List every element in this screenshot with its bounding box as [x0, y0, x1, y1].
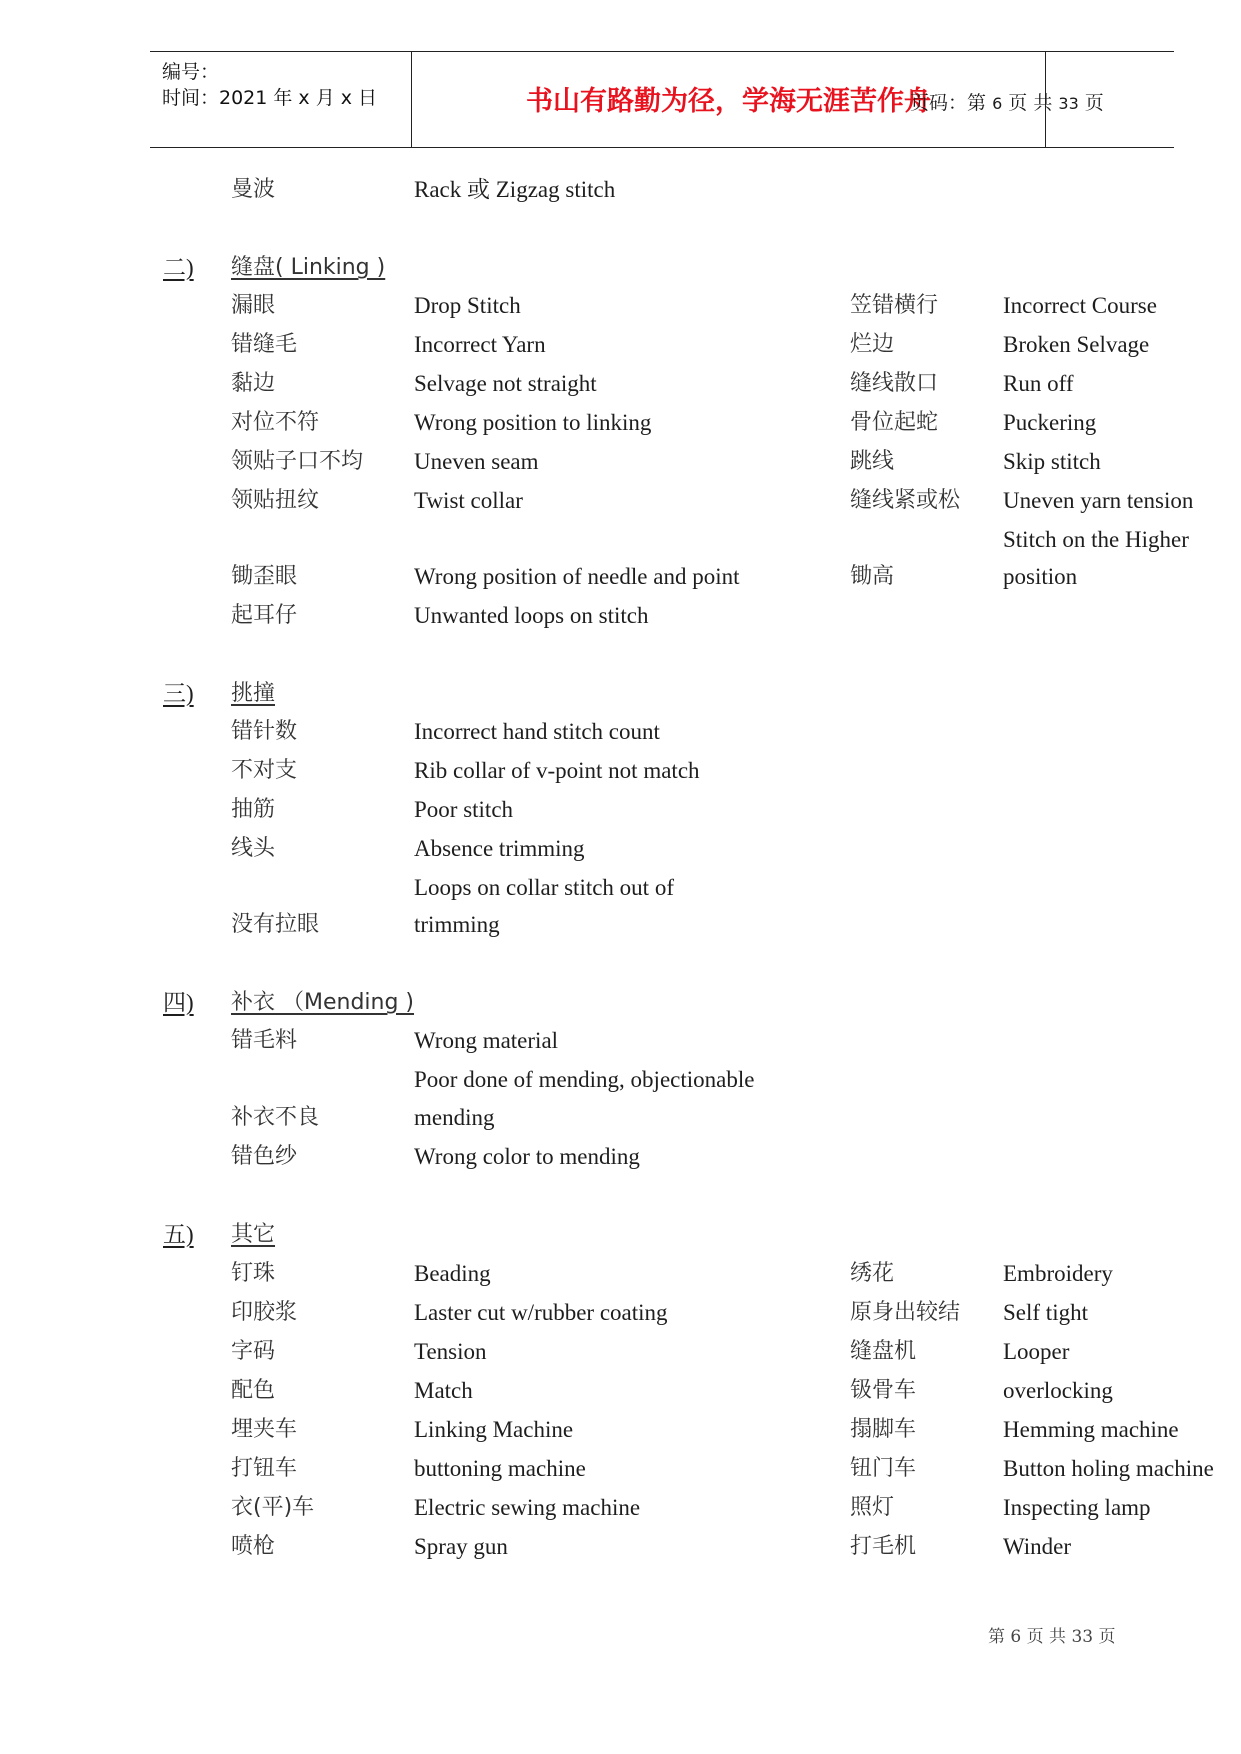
section-number: 二)	[163, 255, 194, 280]
term-chinese: 锄歪眼	[231, 564, 298, 589]
term-chinese: 曼波	[231, 177, 276, 202]
term-chinese: 错毛料	[231, 1028, 298, 1053]
term-english: buttoning machine	[414, 1456, 586, 1481]
term-chinese: 搨脚车	[850, 1417, 917, 1442]
term-english: Match	[414, 1378, 473, 1403]
term-chinese: 抽筋	[231, 797, 276, 822]
section-number: 三)	[163, 681, 194, 706]
term-chinese: 锄高	[850, 564, 895, 589]
motto-text: 书山有路勤为径，学海无涯苦作舟	[526, 86, 931, 117]
term-chinese: 配色	[231, 1378, 276, 1403]
term-english: Skip stitch	[1003, 449, 1101, 474]
term-chinese: 没有拉眼	[231, 912, 320, 937]
term-english: Uneven yarn tension	[1003, 488, 1194, 513]
term-english: Inspecting lamp	[1003, 1495, 1151, 1520]
term-english: Hemming machine	[1003, 1417, 1179, 1442]
term-english: Absence trimming	[414, 836, 585, 861]
term-english: Linking Machine	[414, 1417, 574, 1442]
term-chinese: 漏眼	[231, 293, 276, 318]
term-chinese: 打毛机	[850, 1534, 917, 1559]
term-english: Selvage not straight	[414, 371, 597, 396]
term-english: mending	[414, 1105, 495, 1130]
term-english: Laster cut w/rubber coating	[414, 1300, 668, 1325]
term-english: Electric sewing machine	[414, 1495, 641, 1520]
page-footer: 第 6 页 共 33 页	[988, 1627, 1116, 1647]
term-english: Incorrect Course	[1003, 293, 1157, 318]
term-english: Unwanted loops on stitch	[414, 603, 649, 628]
term-english: Loops on collar stitch out of	[414, 875, 674, 900]
term-english: Embroidery	[1003, 1261, 1113, 1286]
section-title: 其它	[231, 1222, 276, 1247]
term-english: Self tight	[1003, 1300, 1088, 1325]
term-english: Spray gun	[414, 1534, 508, 1559]
section-title: 缝盘( Linking )	[231, 255, 386, 280]
term-chinese: 线头	[231, 836, 276, 861]
term-english: Twist collar	[414, 488, 523, 513]
header-meta-cell	[150, 52, 412, 147]
term-chinese: 不对支	[231, 758, 298, 783]
term-chinese: 起耳仔	[231, 603, 298, 628]
term-english: Button holing machine	[1003, 1456, 1214, 1481]
header-page-number: 页码：第 6 页 共 33 页	[910, 92, 1104, 114]
term-chinese: 补衣不良	[231, 1105, 320, 1130]
term-chinese: 错针数	[231, 719, 298, 744]
term-english: Wrong position to linking	[414, 410, 652, 435]
term-english: Wrong position of needle and point	[414, 564, 740, 589]
term-chinese: 领贴子口不均	[231, 449, 364, 474]
term-english: Incorrect Yarn	[414, 332, 546, 357]
term-chinese: 跳线	[850, 449, 895, 474]
term-english: Wrong color to mending	[414, 1144, 640, 1169]
term-english: Broken Selvage	[1003, 332, 1150, 357]
term-chinese: 缝线散口	[850, 371, 939, 396]
term-english: Winder	[1003, 1534, 1072, 1559]
term-chinese: 对位不符	[231, 410, 320, 435]
term-english: position	[1003, 564, 1078, 589]
term-english: Beading	[414, 1261, 491, 1286]
term-english: Poor done of mending, objectionable	[414, 1067, 755, 1092]
term-chinese: 缝线紧或松	[850, 488, 961, 513]
term-chinese: 烂边	[850, 332, 895, 357]
term-chinese: 缝盘机	[850, 1339, 917, 1364]
term-english: Stitch on the Higher	[1003, 527, 1189, 552]
term-chinese: 原身出较结	[850, 1300, 961, 1325]
term-chinese: 衣(平)车	[231, 1495, 315, 1520]
section-number: 四)	[163, 990, 194, 1015]
term-english: Poor stitch	[414, 797, 514, 822]
term-chinese: 黏边	[231, 371, 276, 396]
term-chinese: 埋夹车	[231, 1417, 298, 1442]
term-chinese: 领贴扭纹	[231, 488, 320, 513]
term-chinese: 钮门车	[850, 1456, 917, 1481]
term-english: Looper	[1003, 1339, 1070, 1364]
term-english: Run off	[1003, 371, 1074, 396]
term-english: Tension	[414, 1339, 487, 1364]
term-chinese: 印胶浆	[231, 1300, 298, 1325]
term-english: Puckering	[1003, 410, 1097, 435]
term-chinese: 钑骨车	[850, 1378, 917, 1403]
term-english: trimming	[414, 912, 500, 937]
term-chinese: 照灯	[850, 1495, 895, 1520]
term-english: Rib collar of v-point not match	[414, 758, 700, 783]
document-date-label: 时间：2021 年 x 月 x 日	[162, 87, 378, 109]
term-chinese: 笠错横行	[850, 293, 939, 318]
term-chinese: 喷枪	[231, 1534, 276, 1559]
term-chinese: 字码	[231, 1339, 276, 1364]
term-english: Wrong material	[414, 1028, 559, 1053]
section-number: 五)	[163, 1222, 194, 1247]
section-title: 挑撞	[231, 681, 276, 706]
term-chinese: 打钮车	[231, 1456, 298, 1481]
term-english: Drop Stitch	[414, 293, 521, 318]
term-english: Incorrect hand stitch count	[414, 719, 660, 744]
term-chinese: 错色纱	[231, 1144, 298, 1169]
document-number-label: 编号：	[162, 61, 220, 83]
term-english: overlocking	[1003, 1378, 1113, 1403]
term-english: Rack 或 Zigzag stitch	[414, 177, 616, 202]
term-chinese: 骨位起蛇	[850, 410, 939, 435]
term-english: Uneven seam	[414, 449, 539, 474]
term-chinese: 钉珠	[231, 1261, 276, 1286]
term-chinese: 错缝毛	[231, 332, 298, 357]
term-chinese: 绣花	[850, 1261, 895, 1286]
section-title: 补衣 （Mending )	[231, 990, 415, 1015]
